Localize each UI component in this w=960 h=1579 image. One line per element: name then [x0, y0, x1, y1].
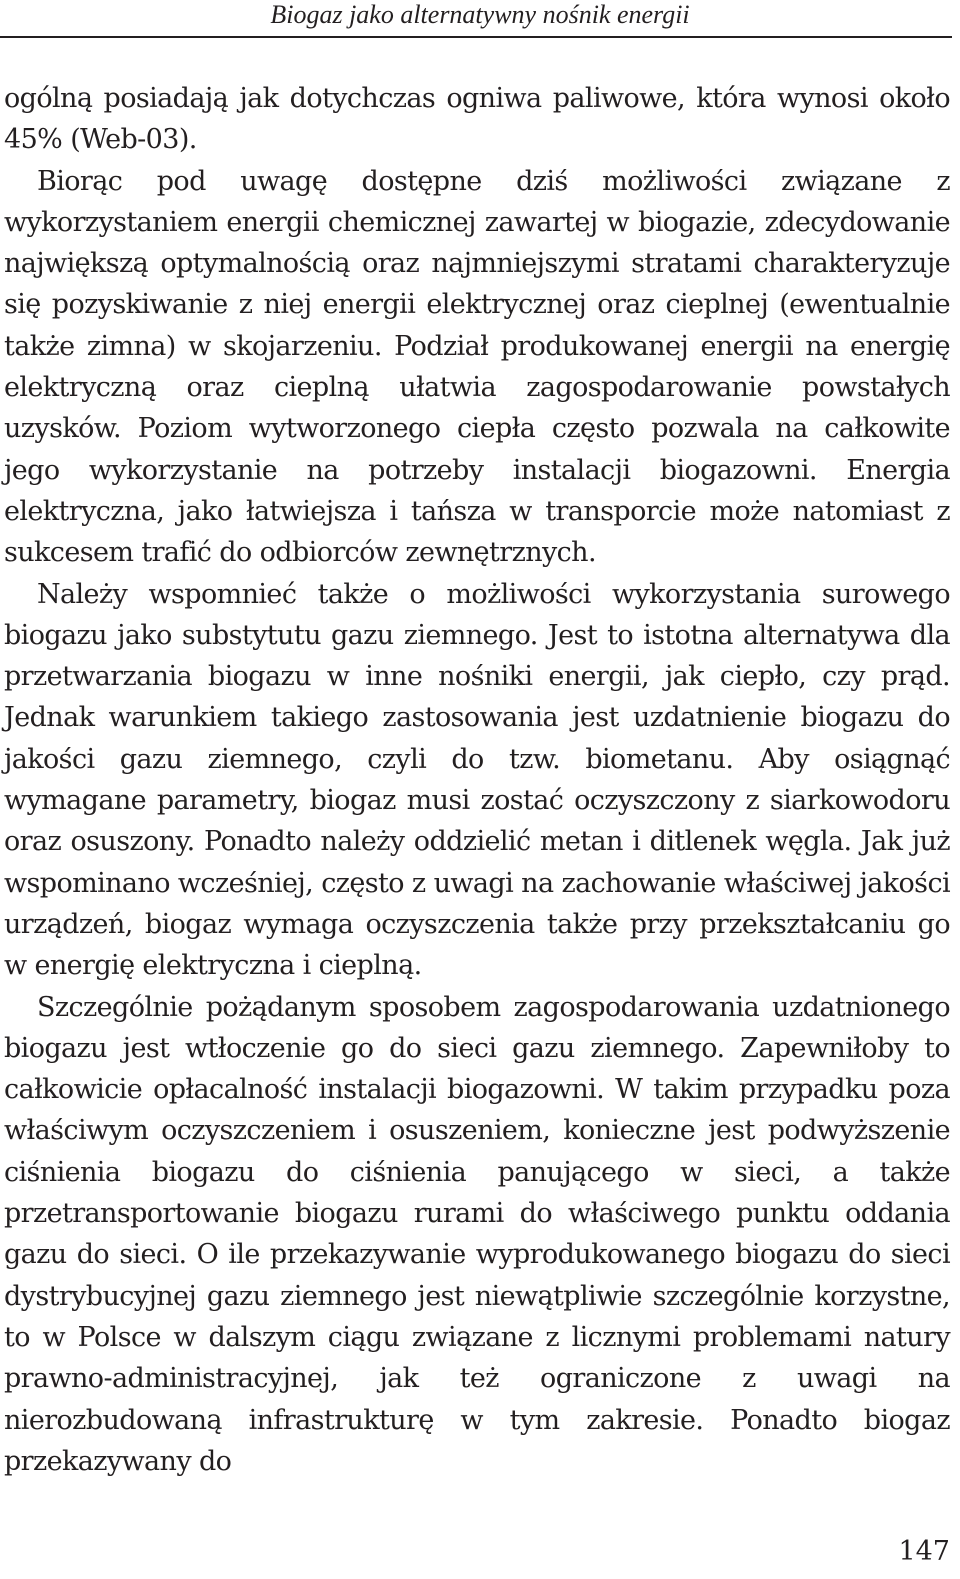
paragraph-1: ogólną posiadają jak dotychczas ogniwa paliwowe, która wynosi około 45% (Web-03).	[4, 83, 950, 156]
header-rule	[0, 36, 952, 38]
body-text	[4, 78, 950, 1482]
paragraph-4: Szczególnie pożądanym sposobem zagospodarowania uzdatnionego biogazu jest wtłoczenie go do sieci gazu ziemnego. Zapewniłoby to całkowicie opłacalność instalacji biogazowni. W takim przypadku poza właściwym oczyszczeniem i osuszeniem, konieczne jest podwyższenie ciśnienia biogazu do ciśnienia panującego w sieci, a także przetransportowanie biogazu rurami do właściwego punktu oddania gazu do sieci. O ile przekazywanie wyprodukowanego biogazu do sieci dystrybucyjnej gazu ziemnego jest niewątpliwie szczególnie korzystne, to w Polsce w dalszym ciągu związane z licznymi problemami natury prawno-administracyjnej, jak też ograniczone z uwagi na nierozbudowaną infrastrukturę w tym zakresie. Ponadto biogaz przekazywany do	[4, 991, 950, 1477]
running-header-title: Biogaz jako alternatywny nośnik energii	[270, 0, 690, 29]
paragraph-3: Należy wspomnieć także o możliwości wykorzystania surowego biogazu jako substytutu gazu ziemnego. Jest to istotna alternatywa dla przetwarzania biogazu w inne nośniki energii, jak ciepło, czy prąd. Jednak warunkiem takiego zastosowania jest uzdatnienie biogazu do jakości gazu ziemnego, czyli do tzw. biometanu. Aby osiągnąć wymagane parametry, biogaz musi zostać oczyszczony z siarkowodoru oraz osuszony. Ponadto należy oddzielić metan i ditlenek węgla. Jak już wspominano wcześniej, często z uwagi na zachowanie właściwej jakości urządzeń, biogaz wymaga oczyszczenia także przy przekształcaniu go w energię elektryczna i cieplną.	[4, 578, 950, 982]
paragraph-2: Biorąc pod uwagę dostępne dziś możliwości związane z wykorzystaniem energii chemicznej zawartej w biogazie, zdecydowanie największą optymalnością oraz najmniejszymi stratami charakteryzuje się pozyskiwanie z niej energii elektrycznej oraz cieplnej (ewentualnie także zimna) w skojarzeniu. Podział produkowanej energii na energię elektryczną oraz cieplną ułatwia zagospodarowanie powstałych uzysków. Poziom wytworzonego ciepła często pozwala na całkowite jego wykorzystanie na potrzeby instalacji biogazowni. Energia elektryczna, jako łatwiejsza i tańsza w transporcie może natomiast z sukcesem trafić do odbiorców zewnętrznych.	[4, 165, 950, 569]
page-number: 147	[898, 1536, 950, 1567]
